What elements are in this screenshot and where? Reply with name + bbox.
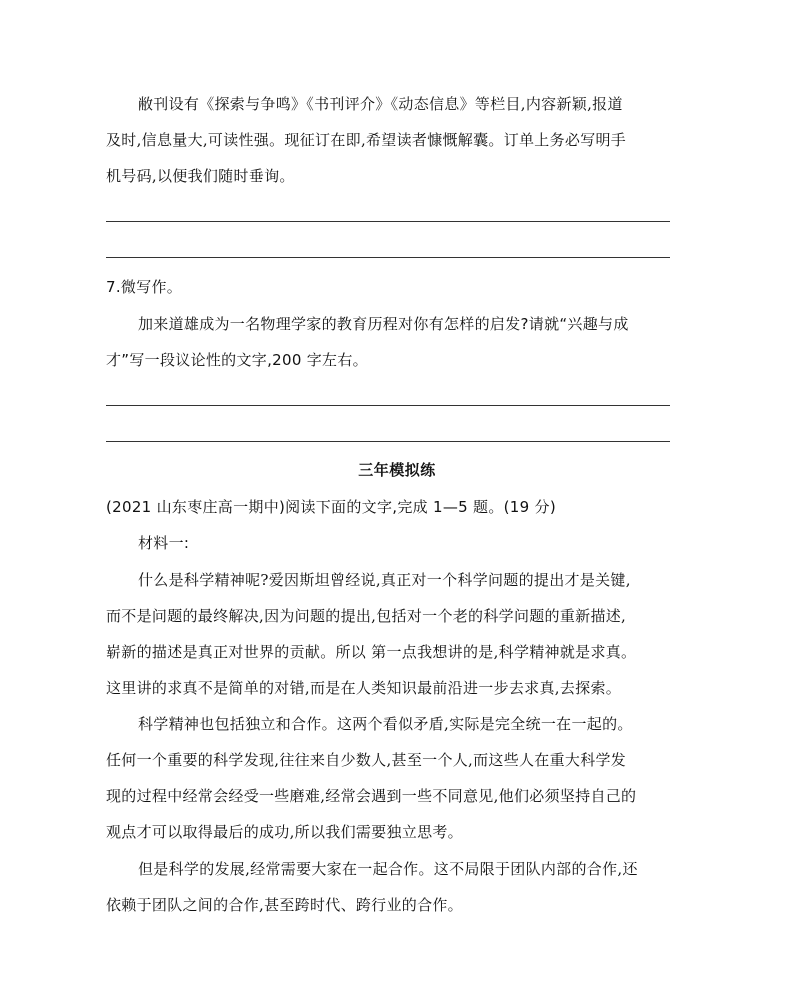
answer-line-2 (106, 257, 670, 258)
question7-line-1: 加来道雄成为一名物理学家的教育历程对你有怎样的启发?请就“兴趣与成 (138, 315, 629, 333)
top-paragraph-line-2: 及时,信息量大,可读性强。现征订在即,希望读者慷慨解囊。订单上务必写明手 (106, 131, 627, 149)
paragraph2-line-4: 观点才可以取得最后的成功,所以我们需要独立思考。 (106, 823, 463, 841)
material-label: 材料一: (138, 534, 190, 552)
paragraph1-line-1: 什么是科学精神呢?爱因斯坦曾经说,真正对一个科学问题的提出才是关键, (138, 571, 631, 589)
paragraph1-line-2: 而不是问题的最终解决,因为问题的提出,包括对一个老的科学问题的重新描述, (106, 607, 627, 625)
top-paragraph-line-1: 敝刊设有《探索与争鸣》《书刊评介》《动态信息》等栏目,内容新颖,报道 (138, 95, 623, 113)
paragraph1-line-4: 这里讲的求真不是简单的对错,而是在人类知识最前沿进一步去求真,去探索。 (106, 679, 622, 697)
section-intro: (2021 山东枣庄高一期中)阅读下面的文字,完成 1—5 题。(19 分) (106, 498, 556, 516)
question7-line-2: 才”写一段议论性的文字,200 字左右。 (106, 351, 368, 369)
answer-line-4 (106, 441, 670, 442)
paragraph3-line-2: 依赖于团队之间的合作,甚至跨时代、跨行业的合作。 (106, 896, 463, 914)
answer-line-1 (106, 221, 670, 222)
paragraph1-line-3: 崭新的描述是真正对世界的贡献。所以 第一点我想讲的是,科学精神就是求真。 (106, 643, 637, 661)
paragraph2-line-2: 任何一个重要的科学发现,往往来自少数人,甚至一个人,而这些人在重大科学发 (106, 751, 627, 769)
answer-line-3 (106, 405, 670, 406)
question7-title: 7.微写作。 (106, 278, 183, 296)
top-paragraph-line-3: 机号码,以便我们随时垂询。 (106, 167, 295, 185)
section-heading: 三年模拟练 (358, 461, 436, 479)
paragraph2-line-3: 现的过程中经常会经受一些磨难,经常会遇到一些不同意见,他们必须坚持自己的 (106, 787, 637, 805)
paragraph3-line-1: 但是科学的发展,经常需要大家在一起合作。这不局限于团队内部的合作,还 (138, 860, 638, 878)
paragraph2-line-1: 科学精神也包括独立和合作。这两个看似矛盾,实际是完全统一在一起的。 (138, 715, 633, 733)
